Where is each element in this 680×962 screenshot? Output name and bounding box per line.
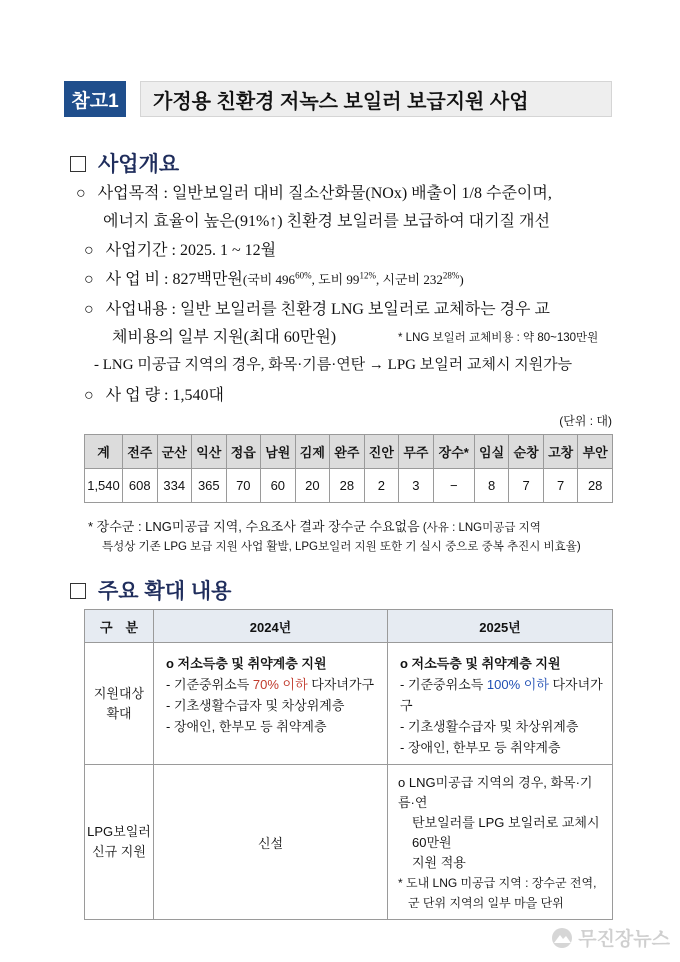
table-cell: 1,540 (85, 469, 123, 503)
table-header-cell: 진안 (364, 435, 399, 469)
period-line (84, 237, 276, 260)
circle-bullet-icon: ○ (76, 185, 86, 202)
watermark-text: 무진장뉴스 (578, 929, 670, 950)
income-threshold: 70% 이하 (252, 677, 308, 692)
support-item: - 기초생활수급자 및 차상위계층 (400, 719, 579, 734)
support-heading: o 저소득층 및 취약계층 지원 (166, 656, 327, 671)
table-cell: 7 (509, 469, 544, 503)
table-header-cell: 2025년 (388, 610, 613, 643)
table-header-row (85, 435, 613, 469)
table-row (85, 643, 613, 765)
table-cell: 334 (157, 469, 192, 503)
section1-heading (70, 148, 179, 178)
purpose-text-1: 사업목적 : 일반보일러 대비 질소산화물(NOx) 배출이 1/8 수준이며, (97, 185, 552, 202)
table-header-cell: 김제 (295, 435, 330, 469)
income-line (400, 674, 604, 716)
table-header-cell: 고창 (543, 435, 578, 469)
section-tag: 참고1 (64, 81, 126, 117)
content-note: * LNG 보일러 교체비용 : 약 80~130만원 (398, 332, 599, 344)
table-cell: 28 (578, 469, 613, 503)
table-row (85, 469, 613, 503)
footnote-line-1 (88, 516, 541, 535)
footnote-text-1-small: (사유 : LNG미공급 지역 (419, 522, 541, 534)
table-header-cell: 남원 (261, 435, 296, 469)
budget-part-1: (국비 496 (242, 272, 296, 287)
table-header-cell: 임실 (474, 435, 509, 469)
content-text-1: 사업내용 : 일반 보일러를 친환경 LNG 보일러로 교체하는 경우 교 (105, 301, 550, 318)
budget-share-1: 60% (295, 270, 312, 281)
table-header-cell: 완주 (330, 435, 365, 469)
table-cell: 20 (295, 469, 330, 503)
quantity-table (84, 434, 613, 503)
year-2025-cell (388, 765, 613, 920)
circle-bullet-icon: ○ (84, 271, 94, 288)
income-prefix: - 기준중위소득 (400, 677, 487, 692)
content-text-2: 체비용의 일부 지원(최대 60만원) (112, 329, 337, 346)
budget-part-3: , 시군비 232 (375, 272, 443, 287)
year-2025-cell (388, 643, 613, 765)
support-item: - 장애인, 한부모 등 취약계층 (400, 740, 561, 755)
purpose-line-1 (76, 180, 552, 203)
lpg-support-line: 지원 적용 (412, 855, 466, 870)
table-cell: 3 (399, 469, 434, 503)
page-title: 가정용 친환경 저녹스 보일러 보급지원 사업 (140, 81, 612, 117)
quantity-line (84, 382, 224, 405)
budget-part-4: ) (459, 272, 464, 287)
square-bullet-icon (70, 156, 86, 172)
category-cell (85, 643, 154, 765)
table-header-cell: 장수* (433, 435, 474, 469)
table-header-cell: 정읍 (226, 435, 261, 469)
budget-share-3: 28% (442, 270, 460, 281)
income-prefix: - 기준중위소득 (166, 677, 253, 692)
budget-line (84, 266, 464, 289)
section2-title: 주요 확대 내용 (98, 580, 232, 603)
budget-share-2: 12% (359, 270, 376, 281)
income-suffix: 다자녀가구 (307, 677, 375, 692)
year-2024-cell: 신설 (154, 765, 388, 920)
income-line (166, 674, 379, 695)
square-bullet-icon (70, 583, 86, 599)
table-cell: 70 (226, 469, 261, 503)
support-heading: o 저소득층 및 취약계층 지원 (400, 656, 561, 671)
income-threshold: 100% 이하 (486, 677, 549, 692)
table-cell: 608 (123, 469, 158, 503)
table-header-cell: 무주 (399, 435, 434, 469)
table-header-cell: 군산 (157, 435, 192, 469)
section2-heading (70, 575, 231, 605)
watermark (550, 924, 670, 951)
table-header-cell: 2024년 (154, 610, 388, 643)
table-header-cell: 전주 (123, 435, 158, 469)
unit-label: (단위 : 대) (559, 414, 612, 428)
table-cell: 7 (543, 469, 578, 503)
section1-title: 사업개요 (98, 153, 180, 176)
table-header-cell: 익산 (192, 435, 227, 469)
circle-bullet-icon: ○ (84, 301, 94, 318)
lpg-support-line: 탄보일러를 LPG 보일러로 교체시 60만원 (412, 815, 600, 850)
table-header-cell: 순창 (509, 435, 544, 469)
category-label: 신규 지원 (92, 844, 146, 859)
purpose-text-2: 에너지 효율이 높은(91%↑) 친환경 보일러를 보급하여 대기질 개선 (103, 213, 550, 230)
table-header-cell: 부안 (578, 435, 613, 469)
table-cell: 8 (474, 469, 509, 503)
circle-bullet-icon: ○ (84, 242, 94, 259)
table-header-cell: 계 (85, 435, 123, 469)
lpg-support-line: o LNG미공급 지역의 경우, 화목·기름·연 (398, 775, 593, 810)
content-line-1 (84, 296, 550, 319)
content-sub: - LNG 미공급 지역의 경우, 화목·기름·연탄 → LPG 보일러 교체시 지원가능 (94, 357, 573, 373)
category-label: 지원대상 (93, 685, 145, 701)
support-item: - 장애인, 한부모 등 취약계층 (166, 719, 327, 734)
support-item: - 기초생활수급자 및 차상위계층 (166, 698, 345, 713)
period-text: 사업기간 : 2025. 1 ~ 12월 (105, 242, 277, 259)
expansion-table (84, 609, 613, 920)
footnote-text-1: * 장수군 : LNG미공급 지역, 수요조사 결과 장수군 수요없음 (88, 519, 420, 534)
budget-part-2: , 도비 99 (311, 272, 360, 287)
table-header-row (85, 610, 613, 643)
table-cell: 2 (364, 469, 399, 503)
lpg-note-line: * 도내 LNG 미공급 지역 : 장수군 전역, (398, 876, 597, 890)
circle-bullet-icon: ○ (84, 387, 94, 404)
year-2024-cell (154, 643, 388, 765)
income-suffix: 다자녀가구 (400, 677, 603, 713)
lpg-note-line: 군 단위 지역의 일부 마을 단위 (408, 896, 564, 910)
table-cell: 365 (192, 469, 227, 503)
table-cell: − (433, 469, 474, 503)
category-label: 확대 (106, 705, 132, 721)
table-header-cell: 구 분 (85, 610, 154, 643)
table-row (85, 765, 613, 920)
quantity-text: 사 업 량 : 1,540대 (105, 387, 224, 404)
table-cell: 28 (330, 469, 365, 503)
footnote-text-2: 특성상 기존 LPG 보급 지원 사업 활발, LPG보일러 지원 또한 기 실시 중으로 중복 추진시 비효율) (102, 541, 581, 553)
category-cell (85, 765, 154, 920)
category-label: LPG보일러 (87, 824, 151, 839)
table-cell: 60 (261, 469, 296, 503)
budget-main: 사 업 비 : 827백만원 (105, 271, 243, 288)
mountain-logo-icon (550, 927, 574, 949)
